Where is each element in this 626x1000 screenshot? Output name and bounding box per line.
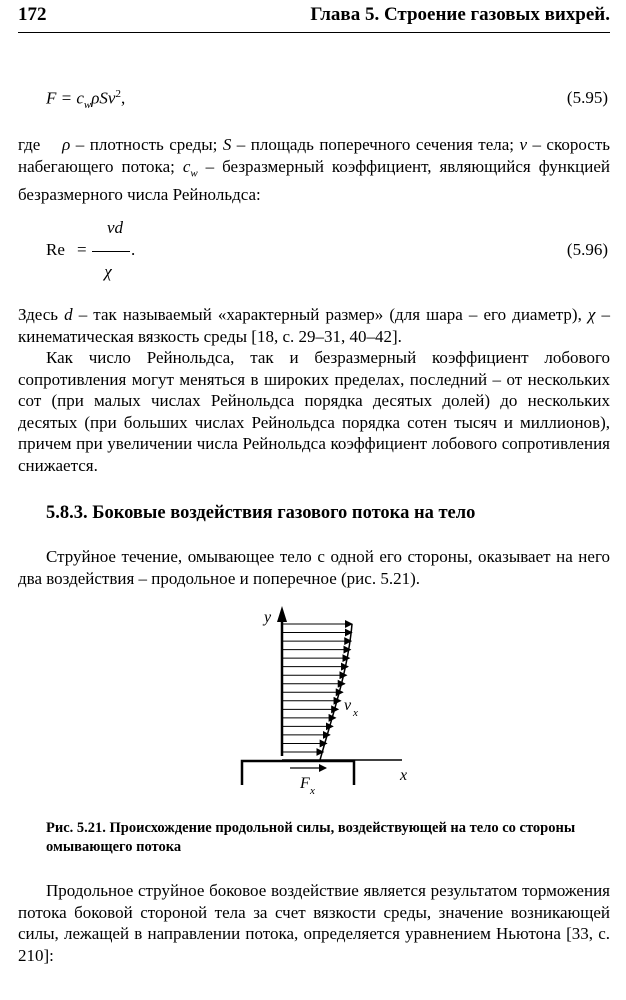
eq96-numerator: vd [106,218,124,237]
paragraph-reynolds: Как число Рейнольдса, так и безразмерный коэффициент лобового сопротивления могут меняться в широких пределах, последний – от нескольких сот (при малых числах Рейнольдса порядка десятых долей) до нескольких десятых (при больших числах Рейнольдса порядка сотен тысяч и миллионов), причем при увеличении числа Рейнольдса коэффициент лобового сопротивления снижается. [18,348,610,475]
x-axis-label: x [400,767,408,784]
eq96-re: Re [46,240,65,259]
text-density: – плотность среды; [70,135,223,154]
equation-5-96-number: (5.96) [566,240,608,259]
symbol-w-sub: w [190,166,198,179]
text-coefficient: – безразмерный коэффициент, являющийся функцией безразмерного числа Рейнольдса: [18,156,611,205]
figure-5-21 [230,600,430,800]
chapter-title: Глава 5. Строение газовых вихрей. [310,4,610,25]
eq95-v: v [107,88,116,108]
text-here: Здесь [18,305,65,324]
eq96-denominator: χ [104,262,112,281]
text-velocity: – скорость набегающего потока; [18,135,611,176]
eq96-fraction-bar [92,251,130,252]
page-number: 172 [18,4,47,25]
paragraph-where-d [18,304,610,347]
y-axis-label: y [264,609,272,626]
section-title: 5.8.3. Боковые воздействия газового потока на тело [46,503,476,523]
eq95-w: w [83,99,92,112]
paragraph-definitions [18,134,610,206]
paragraph-jet-flow: Струйное течение, омывающее тело с одной его стороны, оказывает на него два воздействия – продольное и поперечное (рис. 5.21). [18,547,610,588]
equation-5-95-number: (5.95) [566,88,608,107]
eq95-exp: 2 [115,88,121,100]
fx-label: F [300,775,310,792]
symbol-rho: ρ [62,135,71,154]
text-viscosity: – кинематическая вязкость среды [18, с. 29–31, 40–42]. [18,305,611,346]
text-area: – площадь поперечного сечения тела; [231,135,520,154]
y-axis-arrowhead [277,606,287,622]
symbol-d: d [64,305,73,324]
body-plate [242,761,354,785]
eq95-s: S [99,88,108,108]
eq95-rho: ρ [91,88,100,108]
vx-label: v [344,697,352,714]
eq95-comma: , [120,88,126,108]
text-characteristic-size: – так называемый «характерный размер» (для шара – его диаметр), [72,305,588,324]
eq95-c: c [76,88,84,108]
symbol-s: S [222,135,232,154]
eq96-equals: = [77,240,87,259]
velocity-arrows [282,624,352,752]
fx-subscript: x [310,785,315,797]
symbol-c: c [182,156,191,176]
page-header [18,4,610,34]
eq95-lhs: F = [46,88,77,108]
symbol-v: v [519,135,528,154]
eq96-dot: . [131,240,136,259]
equation-5-95 [46,88,125,111]
figure-caption: Рис. 5.21. Происхождение продольной силы, воздействующей на тело со стороны омывающего потока [46,820,576,855]
vx-subscript: x [353,707,358,719]
symbol-chi: χ [587,305,596,324]
header-rule [18,32,610,33]
paragraph-longitudinal: Продольное струйное боковое воздействие является результатом торможения потока боковой стороной тела за счет вязкости среды, значение возникающей силы, лежащей в направлении потока, определяется уравнением Ньютона [33, с. 210]: [18,881,610,965]
text-where: где [18,135,41,154]
